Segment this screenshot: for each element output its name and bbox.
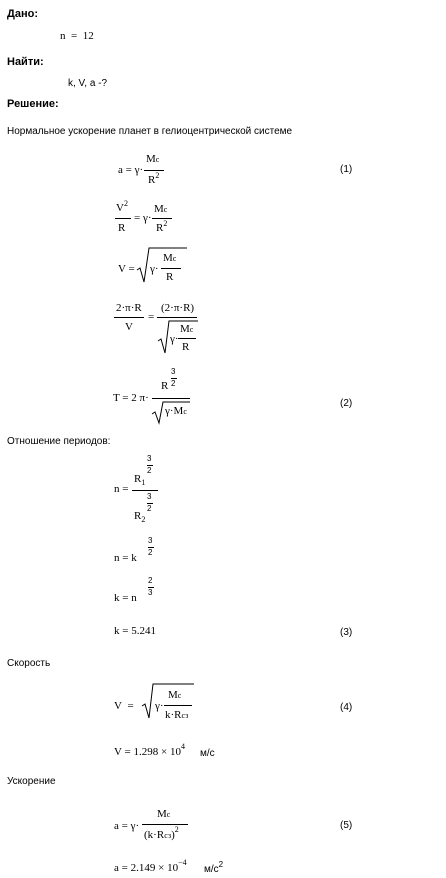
- eq-number-5: (5): [340, 820, 353, 831]
- eq-number-4: (4): [340, 702, 353, 713]
- text-velocity: Скорость: [7, 658, 51, 669]
- given-header: Дано:: [7, 8, 38, 20]
- solution-header: Решение:: [7, 98, 59, 110]
- eq-number-2: (2): [340, 398, 353, 409]
- text-acceleration: Ускорение: [7, 776, 56, 787]
- eq-number-1: (1): [340, 164, 353, 175]
- given-equation: n = 12: [60, 30, 94, 42]
- text-normal-acceleration: Нормальное ускорение планет в гелиоцентрической системе: [7, 126, 293, 137]
- find-list: k, V, a -?: [68, 78, 108, 89]
- eq-number-3: (3): [340, 627, 353, 638]
- text-period-ratio: Отношение периодов:: [7, 436, 111, 447]
- find-header: Найти:: [7, 56, 44, 68]
